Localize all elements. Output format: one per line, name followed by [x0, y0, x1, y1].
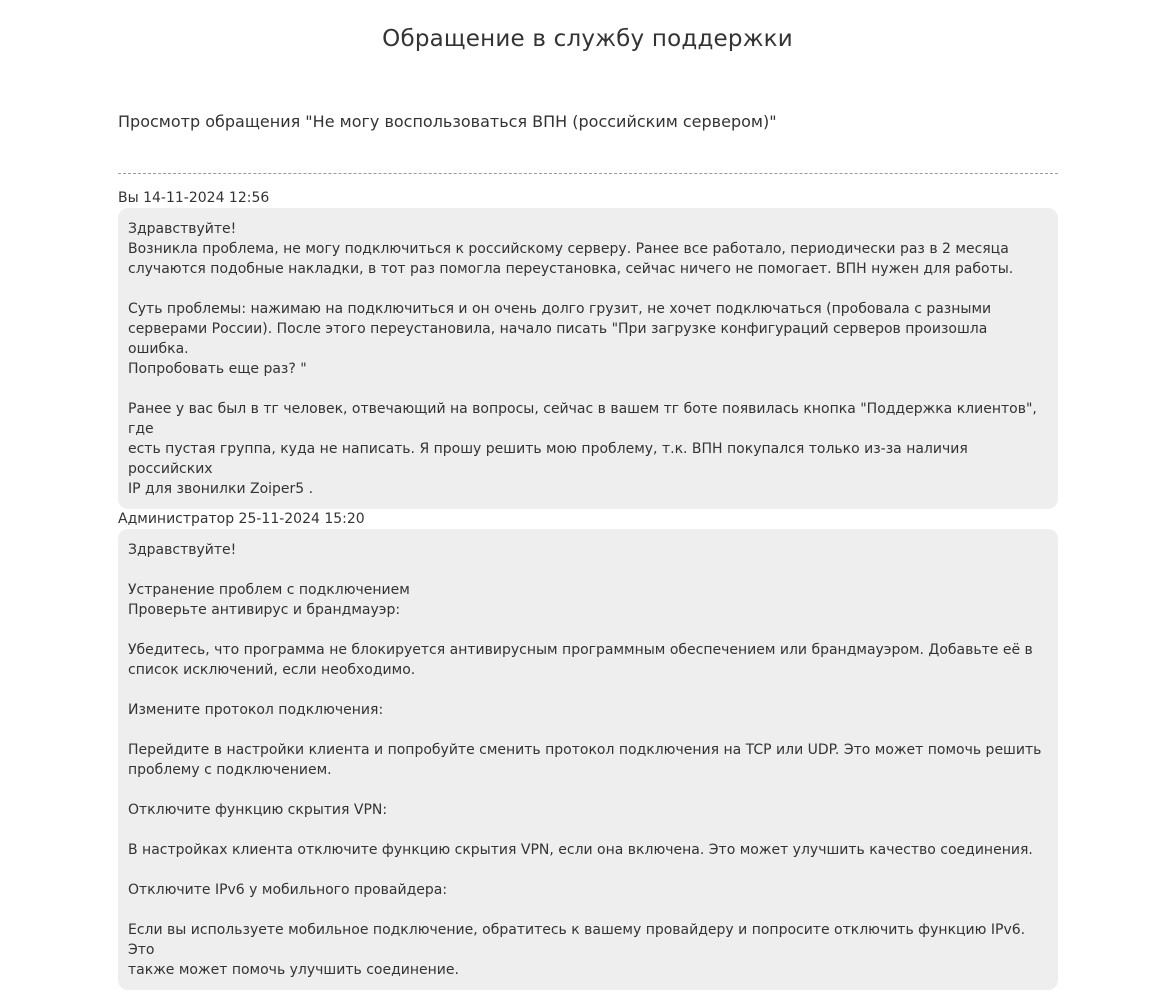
message-line: Суть проблемы: нажимаю на подключиться и он очень долго грузит, не хочет подключаться (пробовала с разными: [128, 301, 992, 317]
message-line: [128, 620, 1048, 640]
message-line: Убедитесь, что программа не блокируется антивирусным программным обеспечением или брандмауэром. Добавьте её в: [128, 642, 1033, 658]
divider: [118, 173, 1058, 174]
message-line: Перейдите в настройки клиента и попробуйте сменить протокол подключения на TCP или UDP. Это может помочь решить: [128, 742, 1042, 758]
message-line: Ранее у вас был в тг человек, отвечающий на вопросы, сейчас в вашем тг боте появилась кнопка "Поддержка клиентов", где: [128, 401, 1042, 437]
message-line: Здравствуйте!: [128, 542, 237, 558]
message-line: [128, 279, 1048, 299]
message-line: Если вы используете мобильное подключение, обратитесь к вашему провайдеру и попросите отключить функцию IPv6. Это: [128, 922, 1030, 958]
message-line: Попробовать еще раз? ": [128, 361, 307, 377]
ticket-title: Просмотр обращения "Не могу воспользоваться ВПН (российским сервером)": [118, 112, 777, 131]
message-line: Устранение проблем с подключением: [128, 582, 410, 598]
message-line: случаются подобные накладки, в тот раз помогла переустановка, сейчас ничего не помогает. ВПН нужен для работы.: [128, 261, 1014, 277]
message-meta: Администратор 25-11-2024 15:20: [118, 511, 365, 527]
message-line: есть пустая группа, куда не написать. Я прошу решить мою проблему, т.к. ВПН покупался только из-за наличия российских: [128, 441, 973, 477]
message-line: [128, 860, 1048, 880]
message-user: [118, 189, 1058, 509]
message-thread: [118, 189, 1058, 991]
message-line: [128, 680, 1048, 700]
message-body: [118, 208, 1058, 509]
message-line: проблему с подключением.: [128, 762, 332, 778]
message-line: список исключений, если необходимо.: [128, 662, 416, 678]
message-meta: Вы 14-11-2024 12:56: [118, 190, 270, 206]
message-line: [128, 780, 1048, 800]
message-line: Проверьте антивирус и брандмауэр:: [128, 602, 401, 618]
page-title: Обращение в службу поддержки: [382, 26, 793, 52]
message-line: В настройках клиента отключите функцию скрытия VPN, если она включена. Это может улучшить качество соединения.: [128, 842, 1033, 858]
message-line: Возникла проблема, не могу подключиться к российскому серверу. Ранее все работало, периодически раз в 2 месяца: [128, 241, 1009, 257]
message-line: Отключите функцию скрытия VPN:: [128, 802, 388, 818]
message-line: [128, 820, 1048, 840]
message-line: [128, 379, 1048, 399]
message-line: [128, 900, 1048, 920]
message-line: IP для звонилки Zoiper5 .: [128, 481, 314, 497]
message-line: серверами России). После этого переустановила, начало писать "При загрузке конфигураций серверов произошла ошибка.: [128, 321, 992, 357]
message-line: Отключите IPv6 у мобильного провайдера:: [128, 882, 448, 898]
message-admin: [118, 510, 1058, 990]
message-line: также может помочь улучшить соединение.: [128, 962, 459, 978]
message-line: [128, 560, 1048, 580]
message-line: Здравствуйте!: [128, 221, 237, 237]
message-line: [128, 720, 1048, 740]
message-line: Измените протокол подключения:: [128, 702, 384, 718]
message-body: [118, 529, 1058, 990]
